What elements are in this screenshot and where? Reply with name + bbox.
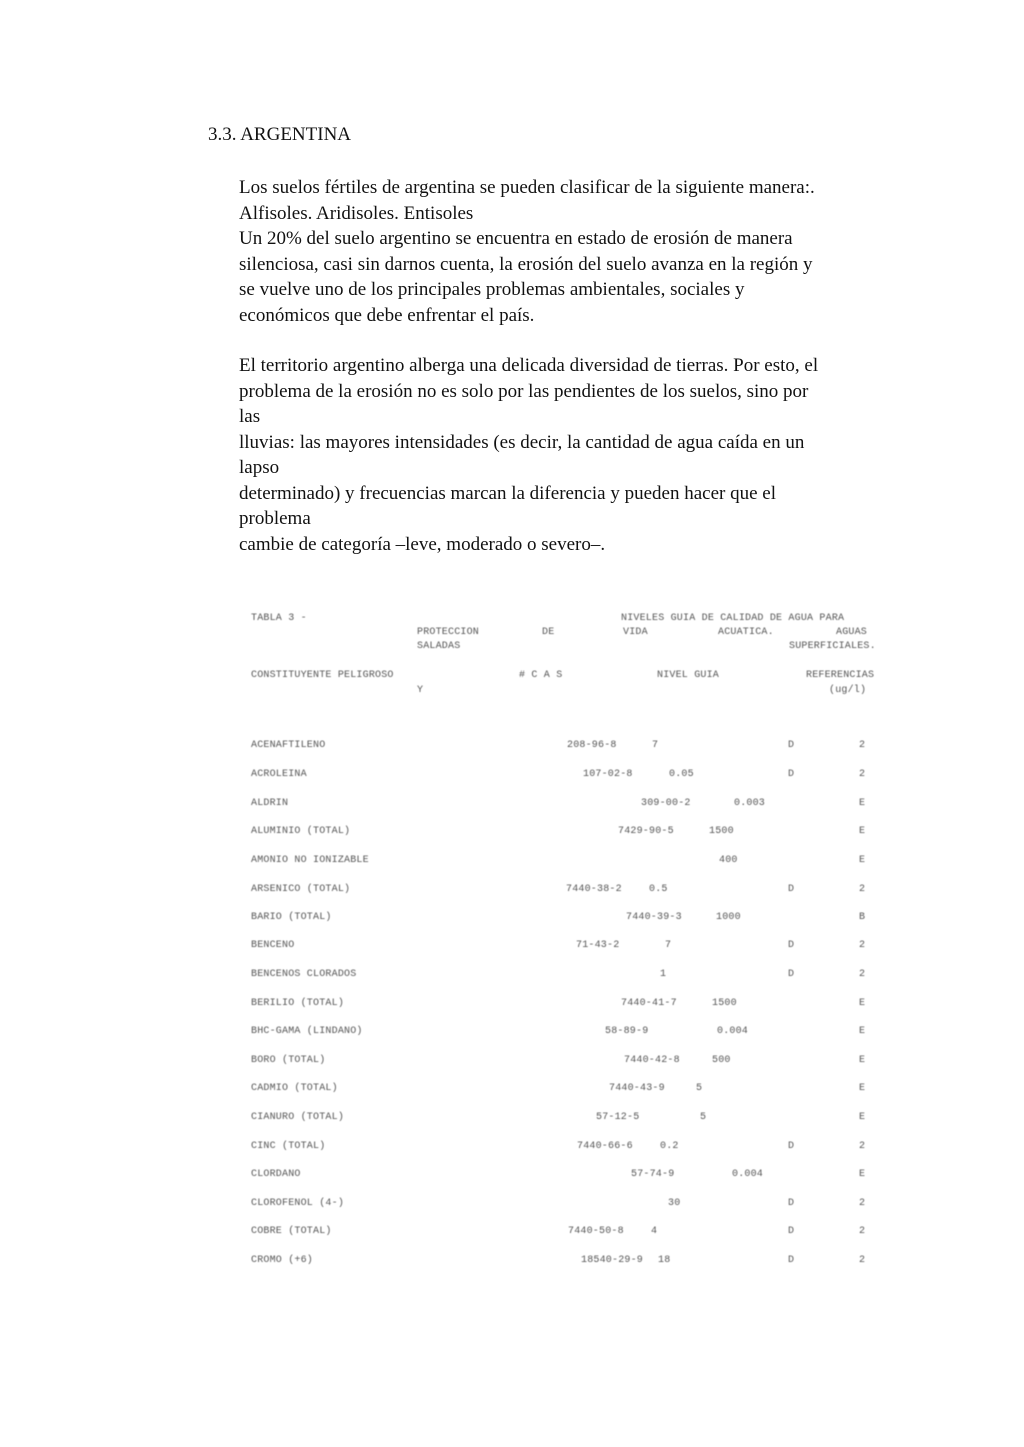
table-row xyxy=(240,1141,880,1155)
row-constituent: BENCENOS CLORADOS xyxy=(251,969,357,980)
table-row xyxy=(240,1255,880,1269)
table-row xyxy=(240,940,880,954)
section-heading: 3.3. ARGENTINA xyxy=(208,124,352,145)
table-row xyxy=(240,1198,880,1212)
text-line: cambie de categoría –leve, moderado o severo–. xyxy=(239,533,606,555)
row-constituent: ACROLEINA xyxy=(251,769,307,780)
row-guide-level: 0.05 xyxy=(669,769,694,780)
table-title: TABLA 3 - xyxy=(251,613,307,624)
table-header-niveles: NIVELES GUIA DE CALIDAD DE AGUA PARA xyxy=(621,613,845,624)
row-cas-number: 7429-90-5 xyxy=(618,826,674,837)
row-guide-level: 1500 xyxy=(709,826,734,837)
row-reference: E xyxy=(859,798,866,809)
row-reference: 2 xyxy=(859,940,866,951)
row-d-flag: D xyxy=(788,1255,795,1266)
table-header-aguas: AGUAS xyxy=(836,627,868,638)
row-cas-number: 71-43-2 xyxy=(576,940,620,951)
row-reference: E xyxy=(859,1026,866,1037)
table-row xyxy=(240,826,880,840)
row-reference: 2 xyxy=(859,969,866,980)
table-header-y: Y xyxy=(417,685,424,696)
row-cas-number: 309-00-2 xyxy=(641,798,691,809)
row-d-flag: D xyxy=(788,940,795,951)
row-constituent: ALUMINIO (TOTAL) xyxy=(251,826,351,837)
row-constituent: BENCENO xyxy=(251,940,295,951)
table-row xyxy=(240,740,880,754)
row-constituent: CIANURO (TOTAL) xyxy=(251,1112,345,1123)
row-reference: E xyxy=(859,1083,866,1094)
text-line: Un 20% del suelo argentino se encuentra en estado de erosión de manera xyxy=(239,228,793,249)
row-reference: E xyxy=(859,855,866,866)
row-reference: 2 xyxy=(859,740,866,751)
table-row xyxy=(240,998,880,1012)
row-d-flag: D xyxy=(788,740,795,751)
row-cas-number: 7440-39-3 xyxy=(626,912,682,923)
row-cas-number: 7440-50-8 xyxy=(568,1226,624,1237)
text-line: Alfisoles. Aridisoles. Entisoles xyxy=(239,202,474,224)
row-d-flag: D xyxy=(788,1226,795,1237)
table-row xyxy=(240,855,880,869)
row-reference: E xyxy=(859,826,866,837)
row-constituent: AMONIO NO IONIZABLE xyxy=(251,855,369,866)
table-row xyxy=(240,1112,880,1126)
row-guide-level: 18 xyxy=(658,1255,671,1266)
row-constituent: COBRE (TOTAL) xyxy=(251,1226,332,1237)
table-row xyxy=(240,1026,880,1040)
row-guide-level: 0.004 xyxy=(732,1169,764,1180)
row-constituent: ARSENICO (TOTAL) xyxy=(251,884,351,895)
text-line: Los suelos fértiles de argentina se pueden clasificar de la siguiente manera:. xyxy=(239,177,815,198)
row-guide-level: 1 xyxy=(660,969,667,980)
table-header-saladas: SALADAS xyxy=(417,641,461,652)
table-header-superficiales: SUPERFICIALES. xyxy=(789,641,876,652)
table-row xyxy=(240,884,880,898)
text-line: El territorio argentino alberga una delicada diversidad de tierras. Por esto, el xyxy=(239,355,819,376)
text-line: silenciosa, casi sin darnos cuenta, la erosión del suelo avanza en la región y xyxy=(239,253,813,275)
row-constituent: BORO (TOTAL) xyxy=(251,1055,326,1066)
row-reference: 2 xyxy=(859,1141,866,1152)
table-row xyxy=(240,1226,880,1240)
row-guide-level: 7 xyxy=(665,940,672,951)
row-guide-level: 0.2 xyxy=(660,1141,679,1152)
row-cas-number: 7440-43-9 xyxy=(609,1083,665,1094)
row-constituent: BARIO (TOTAL) xyxy=(251,912,332,923)
paragraph-erosion xyxy=(239,353,879,557)
row-guide-level: 1500 xyxy=(712,998,737,1009)
row-constituent: ALDRIN xyxy=(251,798,289,809)
text-line: económicos que debe enfrentar el país. xyxy=(239,304,535,326)
row-reference: 2 xyxy=(859,1198,866,1209)
row-cas-number: 208-96-8 xyxy=(567,740,617,751)
row-cas-number: 57-74-9 xyxy=(631,1169,675,1180)
row-constituent: CLORDANO xyxy=(251,1169,301,1180)
row-reference: E xyxy=(859,1169,866,1180)
table-header-nivel-guia: NIVEL GUIA xyxy=(657,670,720,681)
row-cas-number: 57-12-5 xyxy=(596,1112,640,1123)
row-d-flag: D xyxy=(788,769,795,780)
row-reference: 2 xyxy=(859,769,866,780)
row-guide-level: 4 xyxy=(651,1226,658,1237)
text-line: se vuelve uno de los principales problemas ambientales, sociales y xyxy=(239,279,745,300)
table-row xyxy=(240,769,880,783)
text-line: determinado) y frecuencias marcan la diferencia y pueden hacer que el xyxy=(239,482,776,504)
row-cas-number: 7440-38-2 xyxy=(566,884,622,895)
table-row xyxy=(240,912,880,926)
row-reference: E xyxy=(859,1055,866,1066)
row-d-flag: D xyxy=(788,1198,795,1209)
text-line: las xyxy=(239,406,261,427)
row-reference: 2 xyxy=(859,1226,866,1237)
row-constituent: CADMIO (TOTAL) xyxy=(251,1083,338,1094)
row-cas-number: 107-02-8 xyxy=(583,769,633,780)
row-reference: E xyxy=(859,1112,866,1123)
row-d-flag: D xyxy=(788,1141,795,1152)
row-reference: 2 xyxy=(859,1255,866,1266)
row-cas-number: 58-89-9 xyxy=(605,1026,649,1037)
row-guide-level: 1000 xyxy=(716,912,741,923)
row-guide-level: 0.004 xyxy=(717,1026,749,1037)
row-d-flag: D xyxy=(788,969,795,980)
table-header-proteccion: PROTECCION xyxy=(417,627,480,638)
table-header-acuatica: ACUATICA. xyxy=(718,627,774,638)
text-line: problema de la erosión no es solo por las pendientes de los suelos, sino por xyxy=(239,380,809,402)
row-guide-level: 500 xyxy=(712,1055,731,1066)
row-guide-level: 7 xyxy=(652,740,659,751)
row-constituent: CLOROFENOL (4-) xyxy=(251,1198,345,1209)
row-reference: B xyxy=(859,912,866,923)
row-guide-level: 5 xyxy=(700,1112,707,1123)
table-row xyxy=(240,1169,880,1183)
row-guide-level: 0.5 xyxy=(649,884,668,895)
table-row xyxy=(240,969,880,983)
row-guide-level: 400 xyxy=(719,855,738,866)
row-constituent: CROMO (+6) xyxy=(251,1255,314,1266)
row-reference: 2 xyxy=(859,884,866,895)
paragraph-soils xyxy=(239,175,879,328)
table-header-constituyente: CONSTITUYENTE PELIGROSO xyxy=(251,670,394,681)
row-guide-level: 5 xyxy=(696,1083,703,1094)
table-row xyxy=(240,798,880,812)
table-header-units: (ug/l) xyxy=(829,685,867,696)
row-cas-number: 7440-66-6 xyxy=(577,1141,633,1152)
water-quality-table-image xyxy=(240,605,880,1285)
row-constituent: ACENAFTILENO xyxy=(251,740,326,751)
table-header-vida: VIDA xyxy=(623,627,648,638)
table-header-referencias: REFERENCIAS xyxy=(806,670,875,681)
table-header-cas: # C A S xyxy=(519,670,563,681)
table-header-de: DE xyxy=(542,627,555,638)
row-guide-level: 30 xyxy=(668,1198,681,1209)
row-constituent: CINC (TOTAL) xyxy=(251,1141,326,1152)
row-d-flag: D xyxy=(788,884,795,895)
row-cas-number: 7440-41-7 xyxy=(621,998,677,1009)
row-guide-level: 0.003 xyxy=(734,798,766,809)
row-constituent: BHC-GAMA (LINDANO) xyxy=(251,1026,363,1037)
row-cas-number: 7440-42-8 xyxy=(624,1055,680,1066)
row-reference: E xyxy=(859,998,866,1009)
text-line: problema xyxy=(239,508,311,529)
table-row xyxy=(240,1083,880,1097)
table-row xyxy=(240,1055,880,1069)
text-line: lluvias: las mayores intensidades (es decir, la cantidad de agua caída en un xyxy=(239,431,805,453)
text-line: lapso xyxy=(239,457,280,478)
row-constituent: BERILIO (TOTAL) xyxy=(251,998,345,1009)
row-cas-number: 18540-29-9 xyxy=(581,1255,644,1266)
